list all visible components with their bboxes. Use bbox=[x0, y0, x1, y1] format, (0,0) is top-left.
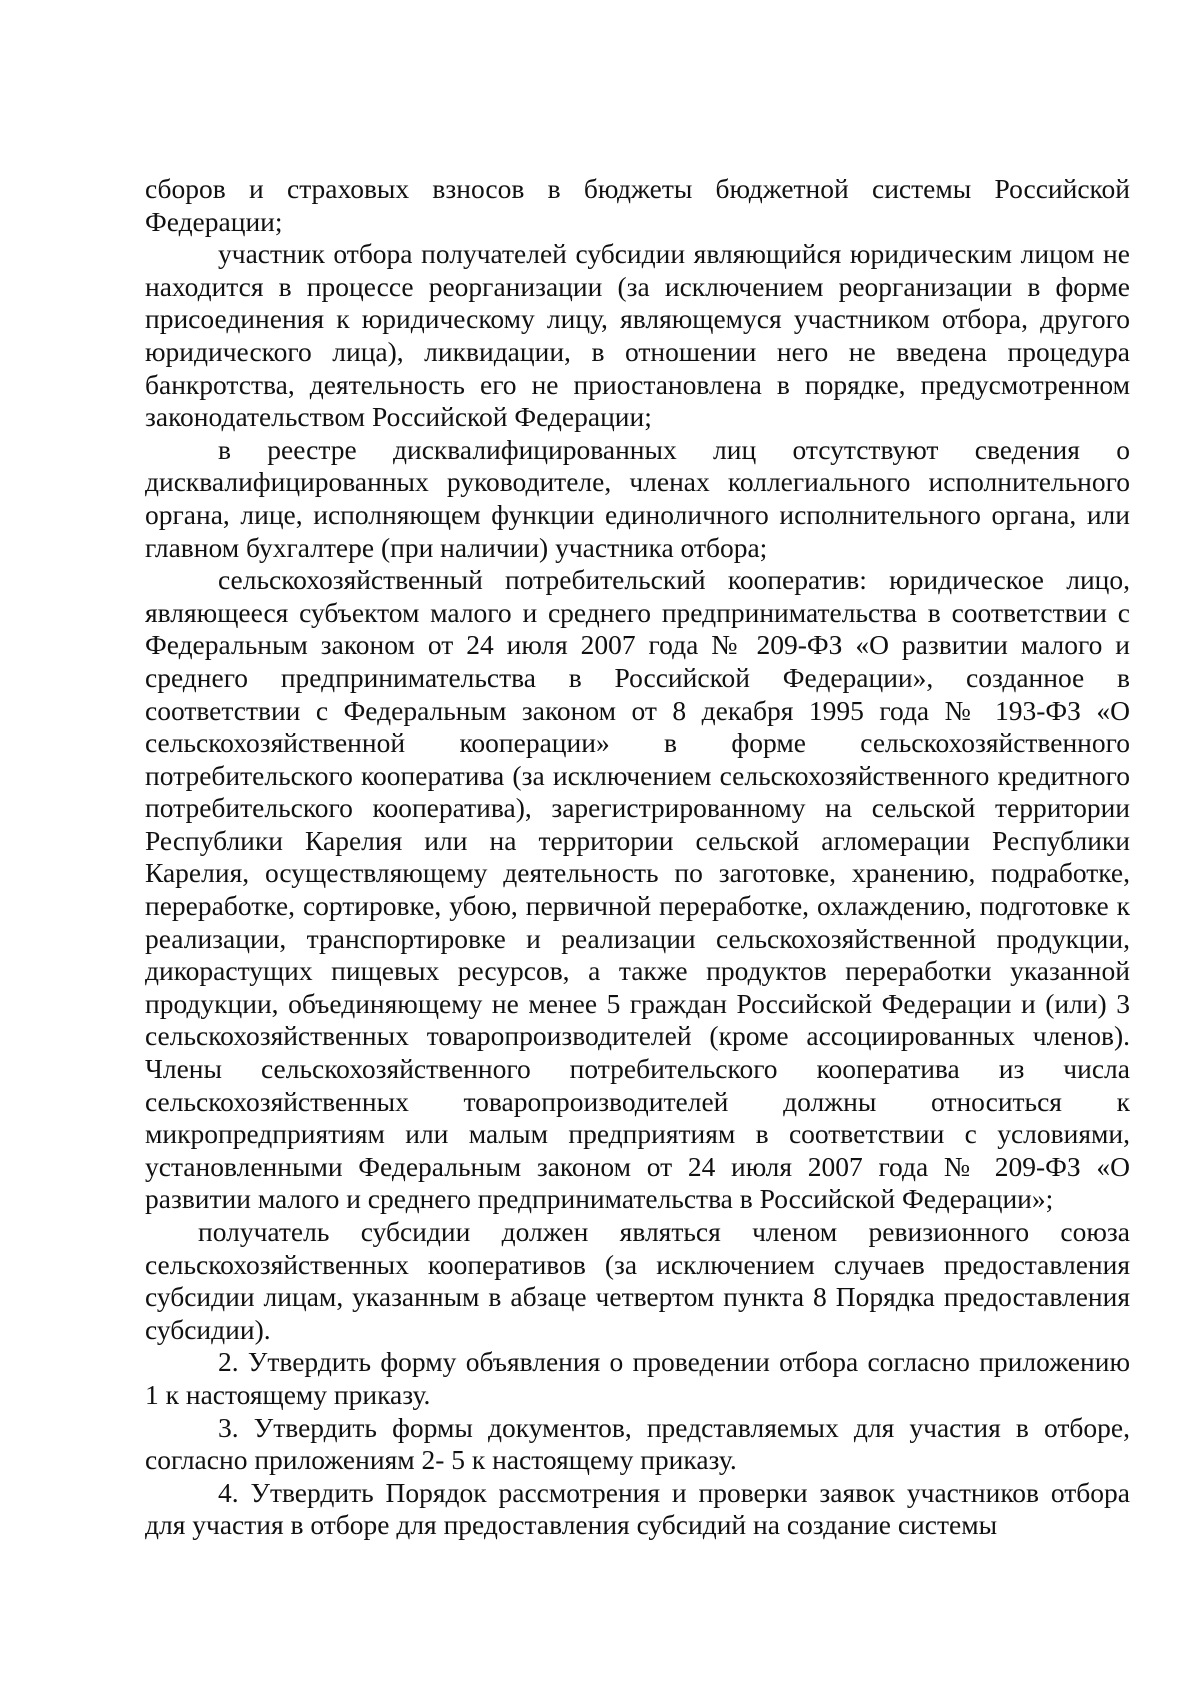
paragraph-revision-union: получатель субсидии должен являться членом ревизионного союза сельскохозяйственных кооперативов (за исключением случаев предоставления субсидии лицам, указанным в абзаце четвертом пункта 8 Порядка предоставления субсидии). bbox=[145, 1216, 1130, 1345]
paragraph-reorganization: участник отбора получателей субсидии являющийся юридическим лицом не находится в процессе реорганизации (за исключением реорганизации в форме присоединения к юридическому лицу, являющемуся участником отбора, другого юридического лица), ликвидации, в отношении него не введена процедура банкротства, деятельность его не приостановлена в порядке, предусмотренном законодательством Российской Федерации; bbox=[145, 238, 1130, 433]
document-page bbox=[145, 173, 1130, 1542]
paragraph-item-3: 3. Утвердить формы документов, представляемых для участия в отборе, согласно приложениям 2- 5 к настоящему приказу. bbox=[145, 1411, 1130, 1476]
paragraph-item-4: 4. Утвердить Порядок рассмотрения и проверки заявок участников отбора для участия в отборе для предоставления субсидий на создание системы bbox=[145, 1476, 1130, 1541]
paragraph-cooperative-definition: сельскохозяйственный потребительский кооператив: юридическое лицо, являющееся субъектом малого и среднего предпринимательства в соответствии с Федеральным законом от 24 июля 2007 года № 209-ФЗ «О развитии малого и среднего предпринимательства в Российской Федерации», созданное в соответствии с Федеральным законом от 8 декабря 1995 года № 193-ФЗ «О сельскохозяйственной кооперации» в форме сельскохозяйственного потребительского кооператива (за исключением сельскохозяйственного кредитного потребительского кооператива), зарегистрированному на сельской территории Республики Карелия или на территории сельской агломерации Республики Карелия, осуществляющему деятельность по заготовке, хранению, подработке, переработке, сортировке, убою, первичной переработке, охлаждению, подготовке к реализации, транспортировке и реализации сельскохозяйственной продукции, дикорастущих пищевых ресурсов, а также продуктов переработки указанной продукции, объединяющему не менее 5 граждан Российской Федерации и (или) 3 сельскохозяйственных товаропроизводителей (кроме ассоциированных членов). Члены сельскохозяйственного потребительского кооператива из числа сельскохозяйственных товаропроизводителей должны относиться к микропредприятиям или малым предприятиям в соответствии с условиями, установленными Федеральным законом от 24 июля 2007 года № 209-ФЗ «О развитии малого и среднего предпринимательства в Российской Федерации»; bbox=[145, 564, 1130, 1215]
paragraph-continuation: сборов и страховых взносов в бюджеты бюджетной системы Российской Федерации; bbox=[145, 173, 1130, 237]
paragraph-disqualified-registry: в реестре дисквалифицированных лиц отсутствуют сведения о дисквалифицированных руководителе, членах коллегиального исполнительного органа, лице, исполняющем функции единоличного исполнительного органа, или главном бухгалтере (при наличии) участника отбора; bbox=[145, 433, 1130, 563]
paragraph-item-2: 2. Утвердить форму объявления о проведении отбора согласно приложению 1 к настоящему приказу. bbox=[145, 1346, 1130, 1410]
